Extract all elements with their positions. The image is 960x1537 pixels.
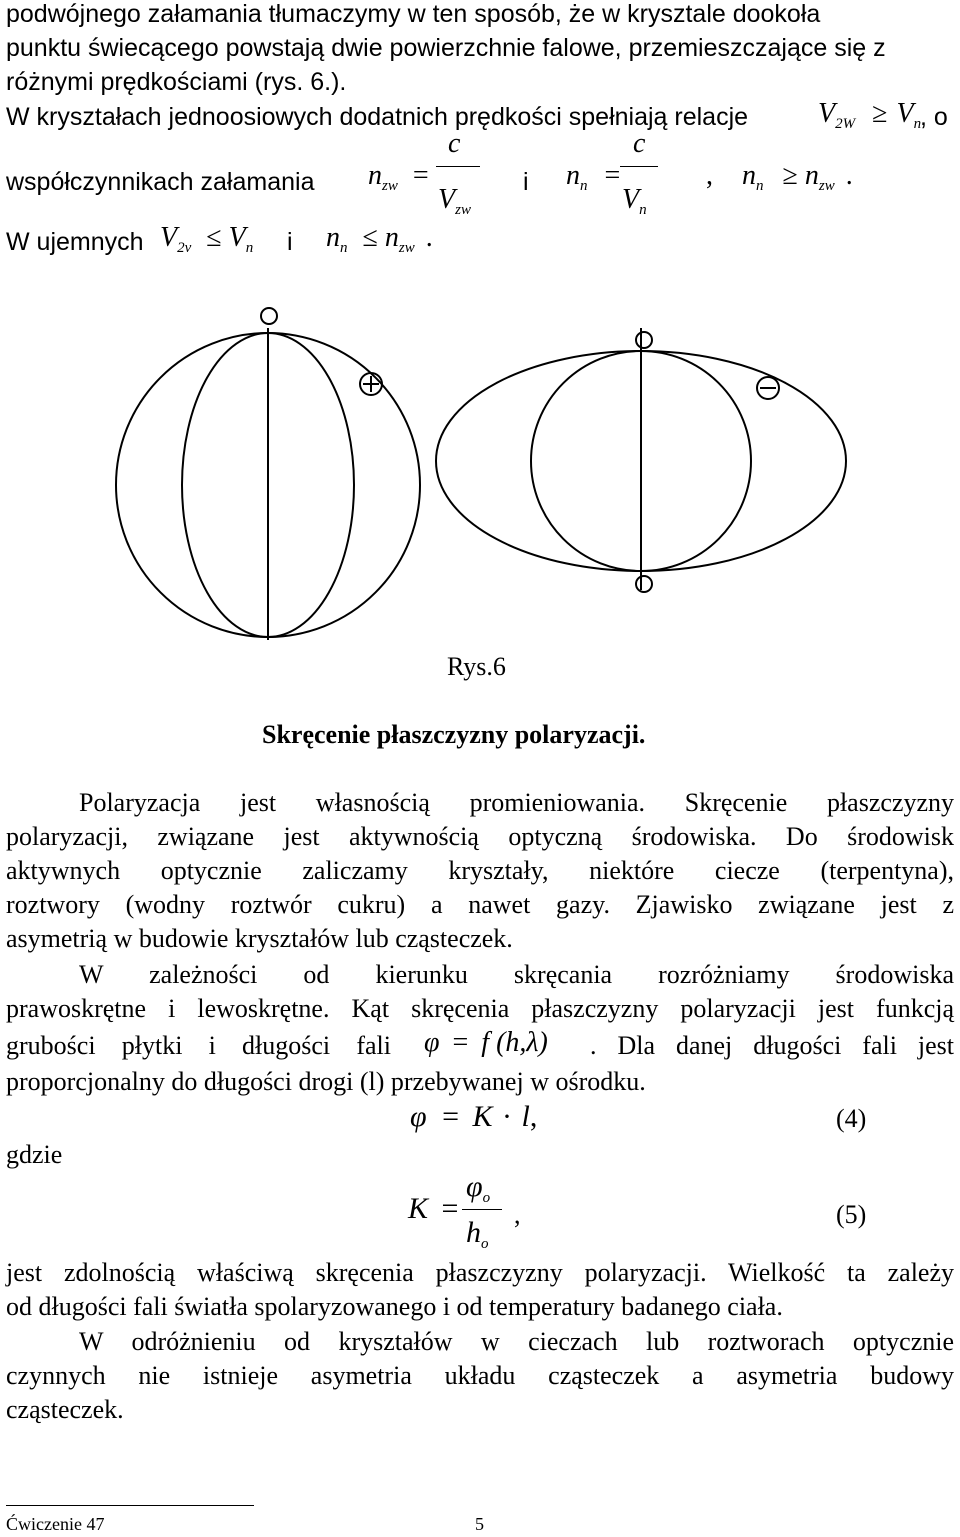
formula-n-n: $n_n$ = bbox=[566, 160, 621, 194]
body-p1-line-1: Polaryzacja jest własnością promieniowania. Skręcenie płaszczyzny bbox=[79, 788, 954, 817]
conjunction-i: i bbox=[287, 228, 293, 256]
section-title: Skręcenie płaszczyzny polaryzacji. bbox=[262, 720, 646, 749]
intro-line-6: W ujemnych bbox=[6, 228, 144, 256]
body-p2-line-3b: . Dla danej długości fali jest bbox=[590, 1031, 954, 1060]
intro-line-2: punktu świecącego powstają dwie powierzchnie falowe, przemieszczające się z bbox=[6, 34, 886, 62]
equation-5-numerator: $\varphi_o$ bbox=[466, 1170, 491, 1206]
body-p3-line-1: jest zdolnością właściwą skręcenia płaszczyzny polaryzacji. Wielkość ta zależy bbox=[6, 1258, 954, 1287]
figure-caption: Rys.6 bbox=[447, 652, 506, 681]
equation-4-number: (4) bbox=[836, 1104, 867, 1133]
body-p1-line-4: roztwory (wodny roztwór cukru) a nawet gazy. Zjawisko związane jest z bbox=[6, 890, 954, 919]
relation-nn-le-nzw: $n_n \le n_{zw}$ . bbox=[326, 222, 433, 256]
point-o-marker bbox=[636, 332, 652, 348]
intro-line-4: W kryształach jednoosiowych dodatnich prędkości spełniają relacje bbox=[6, 103, 749, 131]
body-p4-line-3: cząsteczek. bbox=[6, 1395, 124, 1424]
body-p3-line-2: od długości fali światła spolaryzowanego i od temperatury badanego ciała. bbox=[6, 1292, 783, 1321]
fraction-bar bbox=[462, 1209, 502, 1210]
fraction-numerator-c: c bbox=[448, 128, 461, 159]
intro-line-1: podwójnego załamania tłumaczymy w ten sposób, że w krysztale dookoła bbox=[6, 0, 821, 28]
footer-rule bbox=[6, 1505, 254, 1506]
body-p2-line-2: prawoskrętne i lewoskrętne. Kąt skręcenia płaszczyzny polaryzacji jest funkcją bbox=[6, 994, 954, 1023]
body-p2-line-1: W zależności od kierunku skręcania rozróżniamy środowiska bbox=[79, 960, 954, 989]
body-p2-line-3a: grubości płytki i długości fali bbox=[6, 1031, 391, 1060]
fraction-denominator-vn: $V_n$ bbox=[622, 184, 647, 218]
equation-5-number: (5) bbox=[836, 1200, 867, 1229]
fraction-bar bbox=[436, 166, 480, 167]
relation-nn-ge-nzw: , $n_n \ge n_{zw}$ . bbox=[706, 160, 853, 194]
equation-4: φ = K · l, bbox=[410, 1100, 538, 1133]
body-p1-line-5: asymetrią w budowie kryształów lub cząsteczek. bbox=[6, 924, 513, 953]
intro-line-4-tail: , o bbox=[920, 103, 948, 131]
fraction-numerator-c: c bbox=[633, 128, 646, 159]
body-p4-line-1: W odróżnieniu od kryształów w cieczach lub roztworach optycznie bbox=[79, 1327, 954, 1356]
equation-5: K = bbox=[408, 1192, 459, 1225]
intro-line-3: różnymi prędkościami (rys. 6.). bbox=[6, 68, 347, 96]
body-p1-line-3: aktywnych optycznie zaliczamy kryształy, niektóre ciecze (terpentyna), bbox=[6, 856, 954, 885]
gdzie-label: gdzie bbox=[6, 1140, 63, 1169]
page-number: 5 bbox=[475, 1514, 484, 1534]
point-o-marker bbox=[636, 576, 652, 592]
equation-5-comma: , bbox=[514, 1200, 521, 1229]
equation-phi-f: φ = f (h,λ) bbox=[424, 1027, 548, 1058]
body-p4-line-2: czynnych nie istnieje asymetria układu cząsteczek a asymetria budowy bbox=[6, 1361, 954, 1390]
fraction-denominator-vzw: $V_{zw}$ bbox=[438, 184, 471, 218]
formula-n-zw: $n_{zw}$ = bbox=[368, 160, 429, 194]
intro-line-5: współczynnikach załamania bbox=[6, 168, 315, 196]
body-p1-line-2: polaryzacji, związane jest aktywnością optyczną środowiska. Do środowisk bbox=[6, 822, 954, 851]
fraction-bar bbox=[620, 166, 658, 167]
body-p2-line-4: proporcjonalny do długości drogi (l) przebywanej w ośrodku. bbox=[6, 1067, 646, 1096]
relation-v2w-ge-vn: $V_{2W} \ge V_n$ bbox=[818, 98, 922, 132]
wavefront-figure bbox=[0, 290, 960, 650]
equation-5-denominator: $h_o$ bbox=[466, 1216, 489, 1252]
conjunction-i: i bbox=[523, 168, 529, 196]
relation-v2v-le-vn: $V_{2v} \le V_n$ bbox=[160, 222, 254, 256]
point-o-marker bbox=[261, 308, 277, 324]
footer-exercise-label: Ćwiczenie 47 bbox=[6, 1514, 105, 1534]
